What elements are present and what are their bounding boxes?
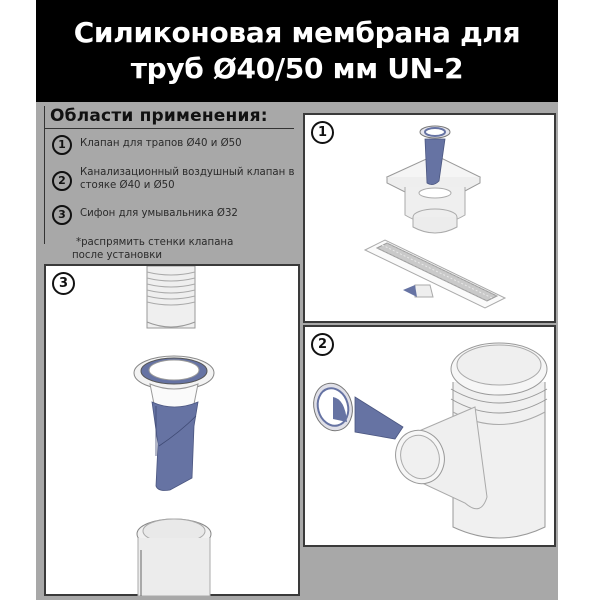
sewer-riser-illustration (305, 327, 558, 549)
installation-note (72, 236, 296, 262)
number-badge: 3 (52, 205, 72, 225)
note-line-2: после установки (72, 250, 162, 261)
applications-heading: Области применения: (50, 106, 268, 126)
washbasin-siphon-illustration (46, 266, 302, 598)
panel-drain (303, 113, 556, 323)
title-banner (36, 0, 558, 102)
application-text: Сифон для умывальника Ø32 (80, 208, 238, 219)
number-badge: 1 (52, 135, 72, 155)
application-item (52, 166, 295, 192)
title-line-2: труб Ø40/50 мм UN-2 (130, 52, 464, 85)
applications-section (36, 102, 301, 262)
panel-siphon (44, 264, 300, 596)
panel-number-badge: 2 (311, 333, 334, 356)
application-text: Клапан для трапов Ø40 и Ø50 (80, 138, 242, 149)
application-item (52, 205, 295, 225)
divider-vertical (44, 106, 45, 244)
divider-horizontal (44, 128, 294, 129)
note-line-1: *распрямить стенки клапана (76, 237, 234, 248)
application-item (52, 135, 295, 155)
title-line-1: Силиконовая мембрана для (73, 16, 521, 49)
panel-number-badge: 3 (52, 272, 75, 295)
floor-drain-illustration (305, 115, 558, 325)
application-text: Канализационный воздушный клапан в стояке Ø40 и Ø50 (80, 167, 295, 191)
panel-number-badge: 1 (311, 121, 334, 144)
number-badge: 2 (52, 171, 72, 191)
panel-riser (303, 325, 556, 547)
